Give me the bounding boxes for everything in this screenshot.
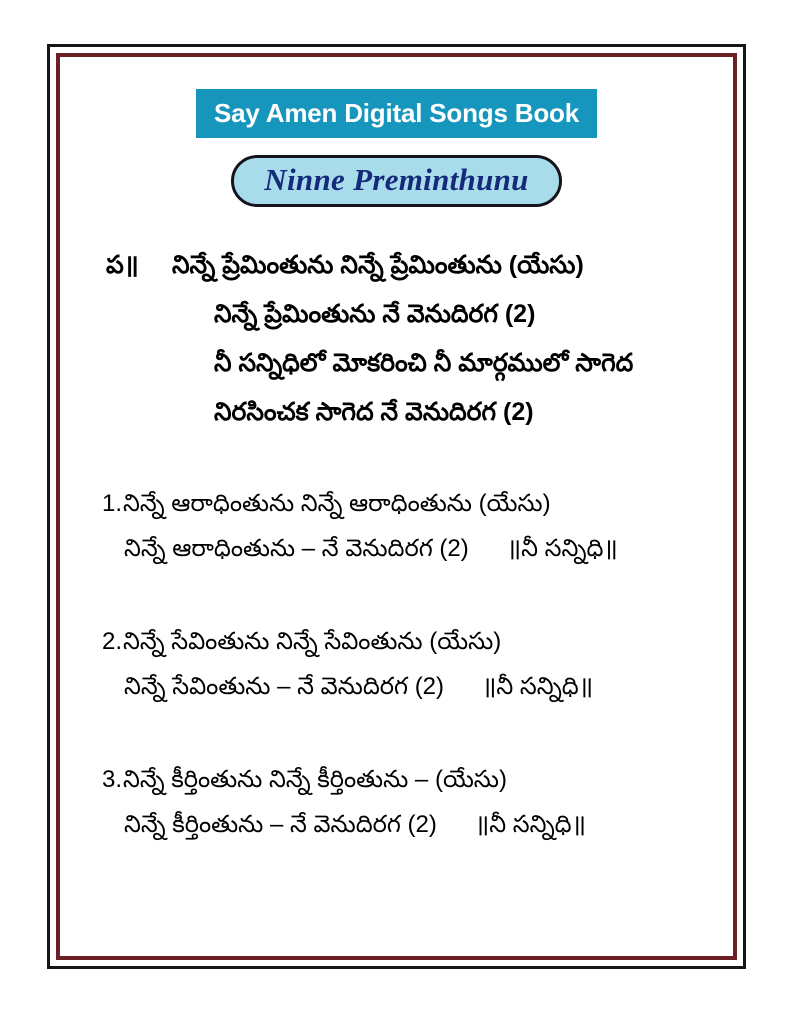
chorus-line <box>106 241 707 290</box>
verse-line <box>102 802 707 847</box>
verse <box>102 619 707 709</box>
banner-row <box>86 89 707 138</box>
chorus-line-text: నిన్నే ప్రేమింతును నిన్నే ప్రేమింతును (యేసు) <box>172 251 584 279</box>
chorus-line <box>106 290 707 339</box>
verse-line-text: నిన్నే సేవింతును – నే వెనుదిరగ (2) <box>124 673 445 700</box>
page-title: Ninne Preminthunu <box>264 162 529 197</box>
song-content-area <box>60 57 733 956</box>
chorus-line-text: నిరసించక సాగెద నే వెనుదిరగ (2) <box>214 398 534 426</box>
title-row <box>86 155 707 207</box>
site-banner: Say Amen Digital Songs Book <box>196 89 597 138</box>
verses-block <box>86 481 707 847</box>
verse-line-text: నిన్నే ఆరాధింతును – నే వెనుదిరగ (2) <box>124 535 469 562</box>
chorus-marker: ప॥ <box>106 251 139 279</box>
verse-line <box>102 526 707 571</box>
decorative-inner-frame <box>56 53 737 960</box>
verse-refrain-marker: ॥నీ సన్నిధి॥ <box>474 811 586 838</box>
verse-line <box>102 481 707 526</box>
verse-number: 1. <box>102 490 123 517</box>
verse <box>102 757 707 847</box>
verse-line-text: నిన్నే సేవింతును నిన్నే సేవింతును (యేసు) <box>123 628 502 655</box>
chorus-block <box>86 241 707 437</box>
verse-line <box>102 757 707 802</box>
verse-number: 3. <box>102 766 123 793</box>
verse-line <box>102 664 707 709</box>
verse-refrain-marker: ॥నీ సన్నిధి॥ <box>482 673 594 700</box>
verse-line-text: నిన్నే ఆరాధింతును నిన్నే ఆరాధింతును (యేసు) <box>123 490 551 517</box>
decorative-outer-frame <box>47 44 746 969</box>
verse-line-text: నిన్నే కీర్తింతును నిన్నే కీర్తింతును – (యేసు) <box>123 766 507 793</box>
song-title-pill <box>231 155 561 207</box>
verse-line-text: నిన్నే కీర్తింతును – నే వెనుదిరగ (2) <box>124 811 437 838</box>
verse-line <box>102 619 707 664</box>
chorus-line <box>106 388 707 437</box>
verse-refrain-marker: ॥నీ సన్నిధి॥ <box>506 535 618 562</box>
verse <box>102 481 707 571</box>
chorus-line <box>106 339 707 388</box>
chorus-line-text: నీ సన్నిధిలో మోకరించి నీ మార్గములో సాగెద <box>214 349 634 377</box>
chorus-line-text: నిన్నే ప్రేమింతును నే వెనుదిరగ (2) <box>214 300 536 328</box>
verse-number: 2. <box>102 628 123 655</box>
